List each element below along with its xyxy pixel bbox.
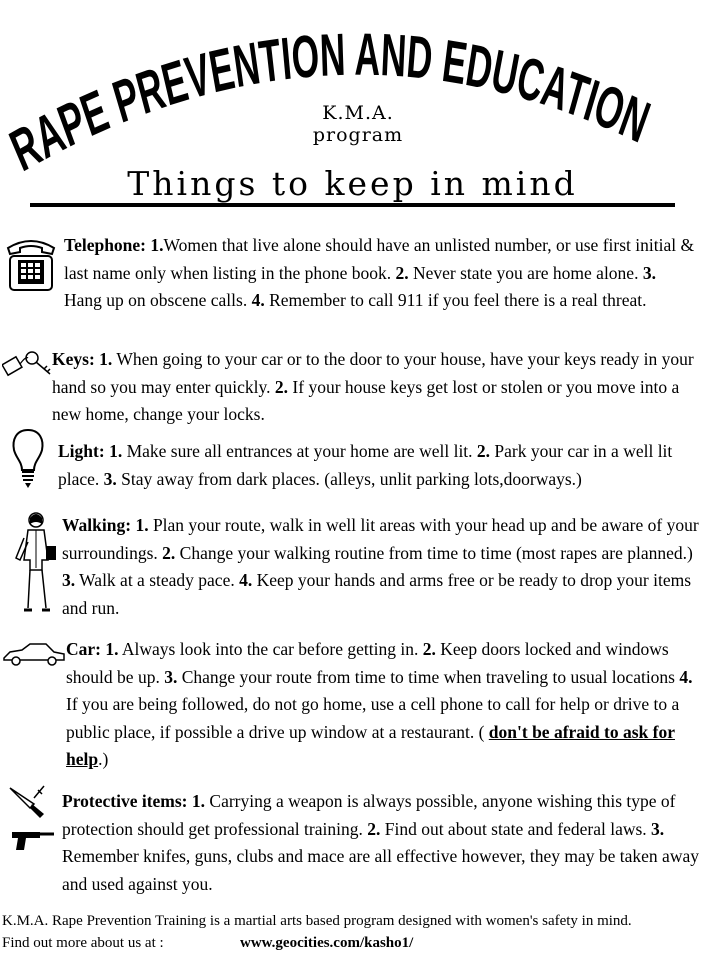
item-number: 3. bbox=[651, 818, 665, 839]
item-number: 4. bbox=[239, 570, 253, 590]
item-text: Women that live alone should have an unlisted number, or use first initial & last name only when listing in the phone book. bbox=[64, 235, 695, 283]
item-number: 2. bbox=[476, 441, 491, 461]
section-heading: Protective items: bbox=[62, 791, 188, 811]
subtitle: Things to keep in mind bbox=[30, 165, 675, 207]
item-number: 1. bbox=[109, 441, 123, 461]
car-icon bbox=[2, 640, 66, 668]
org-name: K.M.A. bbox=[322, 102, 394, 124]
item-text: Park your car in a well lit place. bbox=[58, 441, 673, 489]
item-number: 3. bbox=[62, 570, 76, 590]
item-text: Stay away from dark places. (alleys, unlit parking lots,doorways.) bbox=[116, 468, 582, 489]
item-number: 3. bbox=[164, 666, 178, 687]
footer bbox=[2, 910, 714, 954]
item-text: Never state you are home alone. bbox=[408, 262, 643, 283]
item-number: 3. bbox=[642, 262, 656, 283]
footer-description: K.M.A. Rape Prevention Training is a martial arts based program designed with women's safety in mind. bbox=[2, 913, 632, 929]
footer-prompt: Find out more about us at : bbox=[2, 935, 164, 951]
item-text: Change your route from time to time when traveling to usual locations bbox=[177, 666, 680, 687]
item-number: 2. bbox=[422, 639, 436, 659]
item-text: If you are being followed, do not go home, use a cell phone to call for help or drive to a public place, if possible a drive up window at a restaurant. ( bbox=[66, 694, 680, 742]
keys-icon bbox=[2, 346, 54, 382]
item-text: Always look into the car before getting in. bbox=[118, 639, 423, 659]
section-car bbox=[66, 636, 706, 774]
org-program-label: program bbox=[312, 124, 404, 146]
item-text: Carrying a weapon is always possible, anyone wishing this type of protection should get professional training. bbox=[62, 791, 676, 839]
item-text: Keep your hands and arms free or be ready to drop your items and run. bbox=[62, 570, 692, 618]
section-telephone bbox=[64, 232, 698, 315]
item-number: 4. bbox=[251, 290, 265, 310]
item-number: 4. bbox=[679, 666, 693, 687]
telephone-icon bbox=[4, 238, 58, 294]
item-number: 1. bbox=[99, 349, 113, 369]
item-text: .) bbox=[98, 749, 109, 769]
emphasis-text: don't be afraid to ask for help bbox=[66, 721, 675, 769]
item-number: 2. bbox=[395, 262, 409, 283]
item-text: Plan your route, walk in well lit areas with your head up and be aware of your surroundings. bbox=[62, 515, 699, 563]
item-number: 2. bbox=[274, 376, 289, 397]
section-heading: Walking: bbox=[62, 515, 132, 535]
section-walking bbox=[62, 512, 702, 622]
item-number: 2. bbox=[162, 542, 176, 563]
item-number: 1. bbox=[191, 791, 206, 811]
item-text: If your house keys get lost or stolen or you move into a new home, change your locks. bbox=[52, 376, 680, 424]
section-heading: Light: bbox=[58, 441, 105, 461]
section-heading: Telephone: bbox=[64, 235, 147, 255]
item-text: Hang up on obscene calls. bbox=[64, 290, 252, 310]
item-text: When going to your car or to the door to your house, have your keys ready in your hand so you may enter quickly. bbox=[52, 349, 694, 397]
weapons-icon bbox=[4, 780, 60, 854]
section-light bbox=[58, 438, 704, 493]
item-number: 3. bbox=[103, 468, 117, 489]
item-text: Keep doors locked and windows should be up. bbox=[66, 639, 669, 687]
footer-url-link[interactable]: www.geocities.com/kasho1/ bbox=[240, 935, 414, 951]
item-text: Make sure all entrances at your home are well lit. bbox=[122, 441, 477, 461]
item-text: Walk at a steady pace. bbox=[75, 570, 240, 590]
section-heading: Car: bbox=[66, 639, 101, 659]
item-number: 1. bbox=[150, 235, 164, 255]
walking-woman-icon bbox=[12, 510, 60, 618]
item-number: 1. bbox=[135, 515, 149, 535]
item-text: Remember to call 911 if you feel there is a real threat. bbox=[264, 290, 647, 310]
item-number: 1. bbox=[105, 639, 119, 659]
section-keys bbox=[52, 346, 700, 429]
section-protective-items bbox=[62, 788, 704, 898]
page-title bbox=[0, 0, 716, 190]
page-title-text: RAPE PREVENTION AND EDUCATION bbox=[1, 19, 669, 184]
lightbulb-icon bbox=[10, 428, 46, 490]
item-text: Find out about state and federal laws. bbox=[380, 818, 652, 839]
section-heading: Keys: bbox=[52, 349, 95, 369]
item-text: Remember knifes, guns, clubs and mace are all effective however, they may be taken away and used against you. bbox=[62, 846, 699, 894]
item-number: 2. bbox=[367, 818, 381, 839]
item-text: Change your walking routine from time to time (most rapes are planned.) bbox=[175, 542, 693, 563]
